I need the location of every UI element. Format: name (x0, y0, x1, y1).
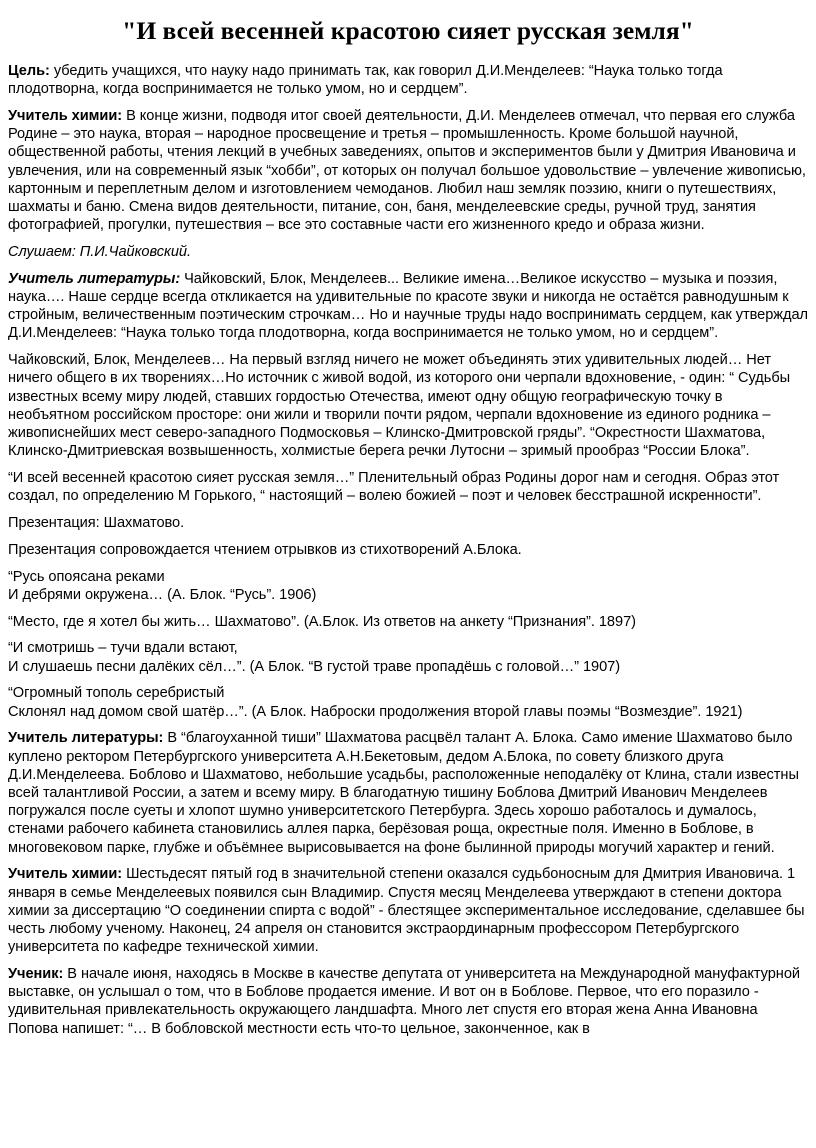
chemistry-teacher-paragraph (8, 865, 808, 956)
speaker-label: Учитель литературы: (8, 730, 164, 747)
poem-quote (8, 639, 808, 675)
poem-line: И слушаешь песни далёких сёл…”. (А Блок. “В густой траве пропадёшь с головой…” 1907) (8, 658, 621, 675)
poem-line: “И смотришь – тучи вдали встают, (8, 640, 238, 657)
poem-line: И дебрями окружена… (А. Блок. “Русь”. 1906) (8, 586, 317, 603)
paragraph-text: В “благоуханной тиши” Шахматова расцвёл талант А. Блока. Само имение Шахматово было куплено ректором Петербургского университета А.Н.Бекетовым, дедом А.Блока, по совету близкого друга Д.И.Менделеева. Боблово и Шахматово, небольшие усадьбы, расположенные неподалёку от Клина, стали известны всей талантливой России, а затем и всему миру. В благодатную тишину Боблова Дмитрий Иванович Менделеев погружался после суеты и хлопот шумно университетского Петербурга. Здесь хорошо работалось и думалось, стенами рабочего кабинета становились аллея парка, берёзовая роща, окрестные поля. Именно в Боблове, в многовековом парке, глубже и объёмнее вырисовывается на фоне былинной природы могучий характер и гений. (8, 730, 799, 856)
text-paragraph: “И всей весенней красотою сияет русская земля…” Пленительный образ Родины дорог нам и сегодня. Образ этот создал, по определению М Горького, “ настоящий – волею божией – поэт и человек бесстрашной искренности”. (8, 470, 780, 505)
speaker-label: Учитель химии: (8, 108, 123, 124)
poem-line: “Русь опоясана реками (8, 568, 165, 585)
presentation-note: Презентация сопровождается чтением отрывков из стихотворений А.Блока. (8, 541, 522, 558)
poem-line: Склонял над домом свой шатёр…”. (А Блок. Наброски продолжения второй главы поэмы “Возмездие”. 1921) (8, 703, 743, 720)
presentation-title: Презентация: Шахматово. (8, 515, 185, 532)
speaker-label: Ученик: (8, 966, 64, 983)
student-paragraph (8, 965, 808, 1038)
poem-line: “Огромный тополь серебристый (8, 685, 225, 702)
paragraph-text: В начале июня, находясь в Москве в качестве депутата от университета на Международной мануфактурной выставке, он услышал о том, что в Боблове продается имение. И вот он в Боблове. Первое, что его поразило - удивительная привлекательность окружающего ландшафта. Много лет спустя его вторая жена Анна Ивановна Попова напишет: “… В бобловской местности есть что-то цельное, законченное, как в (8, 966, 800, 1037)
paragraph-text: Шестьдесят пятый год в значительной степени оказался судьбоносным для Дмитрия Ивановича. 1 января в семье Менделеевых появился сын Владимир. Спустя месяц Менделеева утверждают в степени доктора химии за диссертацию “О соединении спирта с водой” - блестящее экспериментальное исследование, сделавшее бы честь любому ученому. Наконец, 24 апреля он становится экстраординарным профессором Петербургского университета по кафедре технической химии. (8, 866, 805, 956)
listen-note: Слушаем: П.И.Чайковский. (8, 244, 191, 261)
document-title: "И всей весенней красотою сияет русская земля" (122, 16, 694, 45)
goal-text: убедить учащихся, что науку надо принимать так, как говорил Д.И.Менделеев: “Наука только тогда плодотворна, когда воспринимается не только умом, но и сердцем”. (8, 63, 723, 98)
goal-label: Цель: (8, 63, 50, 79)
literature-teacher-paragraph (8, 729, 808, 856)
paragraph-text: В конце жизни, подводя итог своей деятельности, Д.И. Менделеев отмечал, что первая его служба Родине – это наука, вторая – народное просвещение и третья – промышленность. Кроме большой научной, общественной работы, чтения лекций в учебных заведениях, опытов и экспериментов были у Дмитрия Ивановича и увлечения, или на современный язык “хобби”, от которых он получал большое удовольствие – увлечение живописью, картонным и переплетным делом и изготовлением чемоданов. Любил наш земляк поэзию, книги о путешествиях, шахматы и баню. Смена видов деятельности, питание, сон, баня, менделеевские среды, ручной труд, занятия фотографией, прогулки, путешествия – все это составные части его жизненного кредо и образа жизни. (8, 108, 806, 234)
poem-quote (8, 684, 808, 720)
chemistry-teacher-paragraph (8, 107, 808, 234)
goal-paragraph (8, 62, 808, 98)
speaker-label: Учитель литературы: (8, 270, 181, 287)
literature-teacher-paragraph (8, 270, 808, 343)
document-body (8, 62, 808, 1046)
text-paragraph: Чайковский, Блок, Менделеев… На первый взгляд ничего не может объединять этих удивительных людей… Нет ничего общего в их творениях…Но источник с живой водой, из которого они черпали вдохновение, - один: “ Судьбы известных всему миру людей, ставших гордостью Отечества, имеют одну общую географическую точку в необъятном российском просторе: они жили и творили почти рядом, черпали вдохновение из единого родника – живописнейших мест северо-западного Подмосковья – Клинско-Дмитровской гряды”. “Окрестности Шахматова, Клинско-Дмитриевская возвышенность, холмистые берега речки Лутосни – зримый прообраз “России Блока”. (8, 352, 791, 460)
poem-quote (8, 568, 808, 604)
speaker-label: Учитель химии: (8, 866, 123, 883)
paragraph-text: Чайковский, Блок, Менделеев... Великие имена…Великое искусство – музыка и поэзия, наука…. Наше сердце всегда откликается на удивительные по красоте звуки и никогда не остаётся равнодушным к стройным, величественным поэтическим строчкам… Но и научные труды надо воспринимать сердцем, как утверждал Д.И.Менделеев: “Наука только тогда плодотворна, когда воспринимается не только умом, но и сердцем”. (8, 270, 808, 342)
poem-quote: “Место, где я хотел бы жить… Шахматово”. (А.Блок. Из ответов на анкету “Признания”. 1897) (8, 613, 636, 630)
